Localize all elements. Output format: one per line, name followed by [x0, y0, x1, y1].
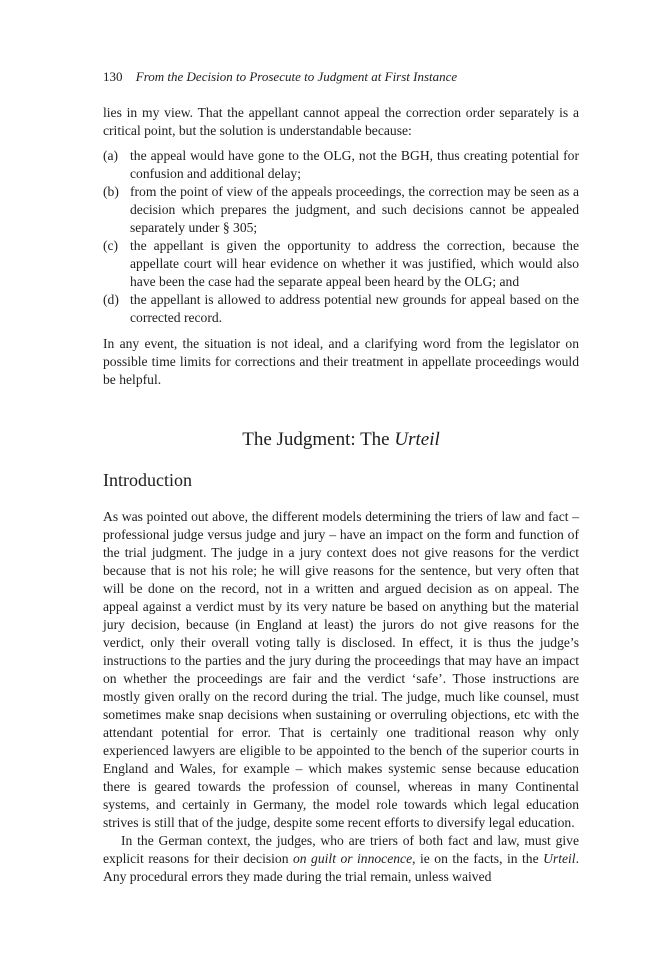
list-marker: (c): [103, 238, 119, 253]
page-number: 130: [103, 69, 123, 84]
list-marker: (a): [103, 148, 119, 163]
list-item: [103, 291, 579, 327]
running-head: [103, 68, 457, 86]
lettered-list: [103, 147, 579, 327]
paragraph-text: , ie on the facts, in the: [412, 851, 544, 866]
list-marker: (b): [103, 184, 119, 199]
closing-paragraph: In any event, the situation is not ideal, and a clarifying word from the legislator on possible time limits for corrections and their treatment in appellate proceedings would be helpful.: [103, 336, 579, 387]
list-item-text: the appeal would have gone to the OLG, not the BGH, thus creating potential for confusion and additional delay;: [130, 148, 579, 181]
body-paragraph-1: As was pointed out above, the different models determining the triers of law and fact – professional judge versus judge and jury – have an impact on the form and function of the trial judgment. The judge in a jury context does not give reasons for the verdict because that is not his role; he will give reasons for the sentence, but very often that will be done on the record, not in a written and argued decision as on appeal. The appeal against a verdict must by its very nature be based on anything but the material jury decision, because (in England at least) the jurors do not give reasons for the verdict, only their overall voting tally is disclosed. In effect, it is thus the judge’s instructions to the parties and the jury during the proceedings that may have an impact on whether the proceedings are fair and the verdict ‘safe’. Those instructions are mostly given orally on the record during the trial. The judge, much like counsel, must sometimes make snap decisions when sustaining or overruling objections, etc with the attendant potential for error. That is certainly one traditional reason why only experienced lawyers are eligible to be appointed to the bench of the superior courts in England and Wales, for example – which makes systemic sense because education there is geared towards the profession of counsel, whereas in many Continental systems, and certainly in Germany, the model role towards which legal education strives is still that of the judge, despite some recent efforts to diversify legal education.: [103, 509, 579, 830]
section-heading-emphasis: Urteil: [394, 429, 440, 450]
list-item: [103, 237, 579, 291]
list-item: [103, 183, 579, 237]
main-text: [103, 104, 579, 886]
section-heading-prefix: The Judgment: The: [242, 429, 395, 450]
subheading: Introduction: [103, 470, 192, 490]
paragraph-text: In the German context, the judges, who are triers of both fact and law, must give explicit reasons for their decision: [103, 833, 579, 866]
paragraph-text: . Any procedural errors they made during the trial remain, unless waived: [103, 851, 579, 884]
list-item-text: the appellant is given the opportunity to address the correction, because the appellate court will hear evidence on whether it was justified, which would also have been the case had the separate appeal been heard by the OLG; and: [130, 238, 579, 289]
list-item: [103, 147, 579, 183]
list-marker: (d): [103, 292, 119, 307]
list-item-text: the appellant is allowed to address potential new grounds for appeal based on the corrected record.: [130, 292, 579, 325]
italic-term: Urteil: [543, 851, 576, 866]
intro-paragraph: lies in my view. That the appellant cannot appeal the correction order separately is a critical point, but the solution is understandable because:: [103, 105, 579, 138]
running-head-title: From the Decision to Prosecute to Judgment at First Instance: [135, 69, 458, 84]
section-heading: [103, 428, 579, 452]
body-paragraph-2: [103, 832, 579, 886]
list-item-text: from the point of view of the appeals proceedings, the correction may be seen as a decision which prepares the judgment, and such decisions cannot be appealed separately under § 305;: [130, 184, 579, 235]
italic-phrase: on guilt or innocence: [292, 851, 413, 866]
